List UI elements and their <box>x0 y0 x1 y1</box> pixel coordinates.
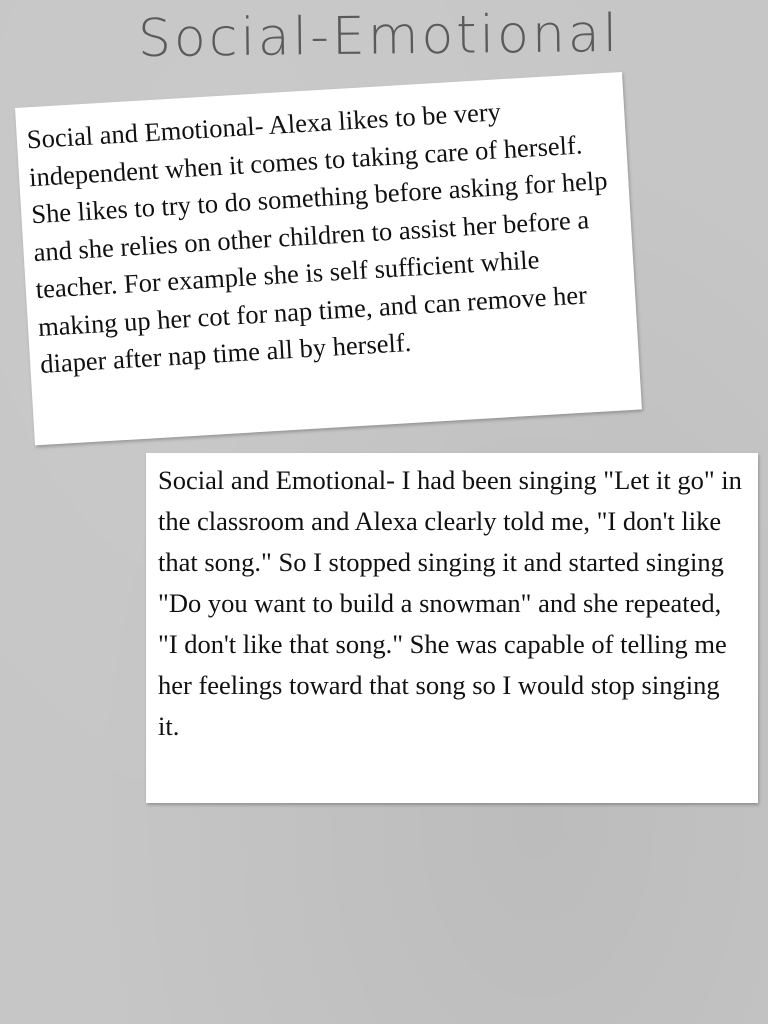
observation-text: Social and Emotional- Alexa likes to be very independent when it comes to taking care of herself. She likes to try to do something before asking for help and she relies on other children to assist her before a teacher. For example she is self sufficient while making up her cot for nap time, and can remove her diaper after nap time all by herself. <box>25 96 609 379</box>
observation-note-song <box>146 453 758 803</box>
observation-note-independence <box>15 72 642 445</box>
page-title: Social-Emotional <box>137 3 621 69</box>
observation-text: Social and Emotional- I had been singing "Let it go" in the classroom and Alexa clearly told me, "I don't like that song." So I stopped singing it and started singing "Do you want to build a snowman" and she repeated, "I don't like that song." She was capable of telling me her feelings toward that song so I would stop singing it. <box>158 465 742 741</box>
